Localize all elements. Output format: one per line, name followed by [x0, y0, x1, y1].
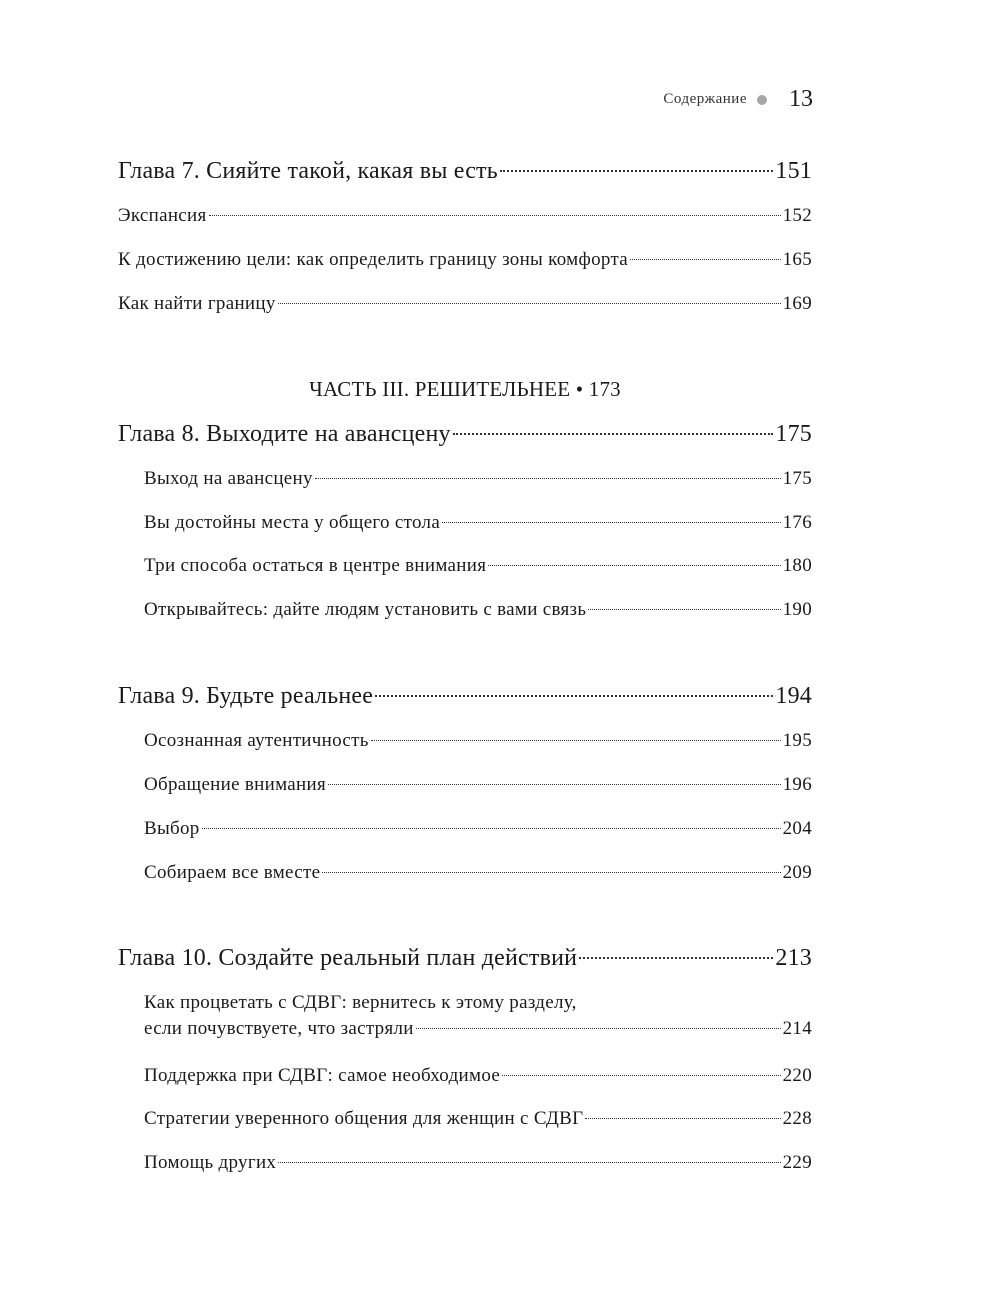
toc-entry[interactable] — [144, 730, 812, 752]
bullet-dot-icon — [757, 95, 767, 105]
entry-page: 165 — [782, 249, 812, 270]
leader-dots — [585, 1118, 780, 1119]
chapter-title: Глава 10. Создайте реальный план действий — [118, 945, 578, 971]
chapter-9-entry[interactable] — [118, 683, 812, 710]
entry-title: Выбор — [144, 818, 200, 839]
toc-entry[interactable] — [118, 249, 812, 271]
leader-dots — [315, 478, 781, 479]
leader-dots — [488, 565, 780, 566]
entry-title: Поддержка при СДВГ: самое необходимое — [144, 1065, 501, 1086]
toc-entry[interactable] — [144, 774, 812, 796]
chapter-page: 213 — [775, 945, 812, 971]
chapter-page: 194 — [775, 683, 812, 709]
leader-dots — [416, 1028, 781, 1029]
toc-entry[interactable] — [144, 1065, 812, 1087]
entry-page: 196 — [782, 774, 812, 795]
leader-dots — [500, 170, 773, 172]
leader-dots — [453, 433, 774, 435]
entry-title: Обращение внимания — [144, 774, 327, 795]
leader-dots — [322, 872, 780, 873]
entry-title: Открывайтесь: дайте людям установить с вами связь — [144, 599, 587, 620]
entry-title: Помощь других — [144, 1152, 277, 1173]
leader-dots — [442, 522, 781, 523]
toc-entry[interactable] — [144, 992, 812, 1040]
page-number: 13 — [789, 86, 813, 112]
entry-page: 175 — [782, 468, 812, 489]
entry-page: 169 — [782, 293, 812, 314]
section-title: Содержание — [663, 91, 747, 107]
toc-entry[interactable] — [144, 862, 812, 884]
leader-dots — [209, 215, 781, 216]
entry-page: 228 — [782, 1108, 812, 1129]
toc-entry[interactable] — [144, 1152, 812, 1174]
leader-dots — [371, 740, 781, 741]
chapter-title: Глава 7. Сияйте такой, какая вы есть — [118, 158, 498, 184]
entry-title: Три способа остаться в центре внимания — [144, 555, 487, 576]
entry-title: Экспансия — [118, 205, 207, 226]
entry-title: Стратегии уверенного общения для женщин с СДВГ — [144, 1108, 584, 1129]
leader-dots — [630, 259, 781, 260]
entry-page: 152 — [782, 205, 812, 226]
chapter-8-entry[interactable] — [118, 421, 812, 448]
entry-page: 220 — [782, 1065, 812, 1086]
toc-entry[interactable] — [144, 468, 812, 490]
leader-dots — [588, 609, 780, 610]
entry-page: 204 — [782, 818, 812, 839]
chapter-7-entry[interactable] — [118, 158, 812, 185]
toc-entry[interactable] — [144, 555, 812, 577]
entry-page: 214 — [782, 1018, 812, 1039]
entry-page: 209 — [782, 862, 812, 883]
entry-page: 195 — [782, 730, 812, 751]
entry-title-line-1: Как процветать с СДВГ: вернитесь к этому разделу, — [144, 992, 577, 1013]
leader-dots — [375, 695, 773, 697]
entry-title: Осознанная аутентичность — [144, 730, 369, 751]
leader-dots — [202, 828, 781, 829]
entry-title: К достижению цели: как определить границу зоны комфорта — [118, 249, 629, 270]
entry-title-line-2: если почувствуете, что застряли — [144, 1018, 414, 1039]
toc-entry[interactable] — [144, 599, 812, 621]
entry-page: 190 — [782, 599, 812, 620]
leader-dots — [502, 1075, 781, 1076]
leader-dots — [278, 1162, 780, 1163]
chapter-title: Глава 9. Будьте реальнее — [118, 683, 374, 709]
entry-title: Собираем все вместе — [144, 862, 321, 883]
entry-title: Выход на авансцену — [144, 468, 313, 489]
leader-dots — [579, 957, 773, 959]
entry-title: Вы достойны места у общего стола — [144, 512, 441, 533]
part-heading[interactable]: ЧАСТЬ III. РЕШИТЕЛЬНЕЕ • 173 — [309, 377, 621, 401]
chapter-10-entry[interactable] — [118, 945, 812, 972]
toc-entry[interactable] — [118, 293, 812, 315]
toc-entry[interactable] — [144, 1108, 812, 1130]
toc-entry[interactable] — [144, 818, 812, 840]
toc-entry[interactable] — [144, 512, 812, 534]
running-header — [663, 86, 813, 113]
chapter-page: 151 — [775, 158, 812, 184]
toc-entry[interactable] — [118, 205, 812, 227]
chapter-title: Глава 8. Выходите на авансцену — [118, 421, 451, 447]
chapter-page: 175 — [775, 421, 812, 447]
entry-title: Как найти границу — [118, 293, 276, 314]
leader-dots — [278, 303, 781, 304]
entry-page: 176 — [782, 512, 812, 533]
entry-page: 180 — [782, 555, 812, 576]
leader-dots — [328, 784, 781, 785]
entry-page: 229 — [782, 1152, 812, 1173]
